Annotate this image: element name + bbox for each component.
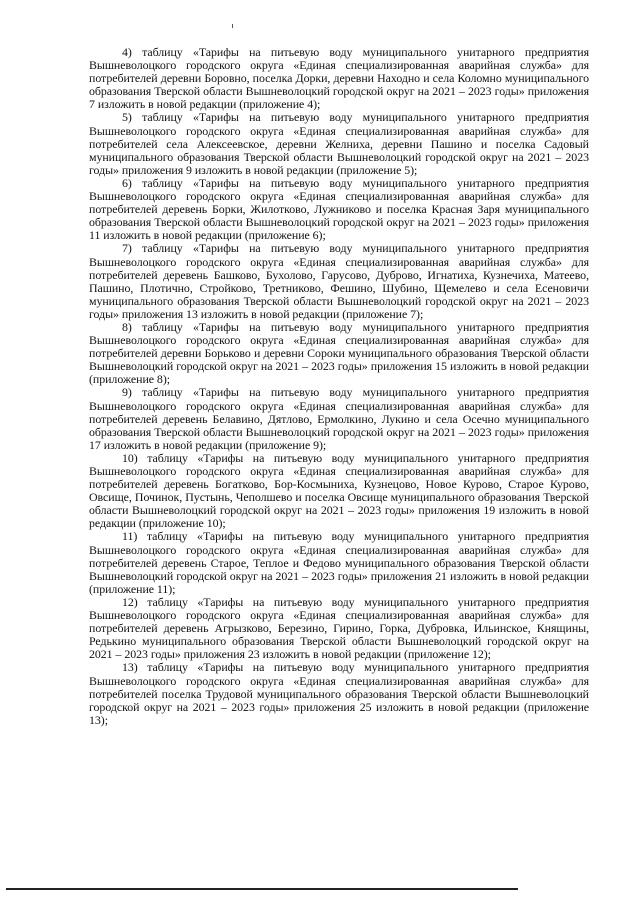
bottom-divider: [6, 888, 518, 890]
paragraph-item-11: 11) таблицу «Тарифы на питьевую воду муниципального унитарного предприятия Вышневолоцкого городского округа «Единая специализированная аварийная служба» для потребителей деревень Старое, Теплое и Федово муниципального образования Тверской области Вышневолоцкий городской округ на 2021 – 2023 годы» приложения 21 изложить в новой редакции (приложение 11);: [89, 529, 589, 596]
document-body: [89, 46, 589, 727]
paragraph-item-9: 9) таблицу «Тарифы на питьевую воду муниципального унитарного предприятия Вышневолоцкого городского округа «Единая специализированная аварийная служба» для потребителей деревень Белавино, Дятлово, Ермолкино, Лукино и села Осечно муниципального образования Тверской области Вышневолоцкий городской округ на 2021 – 2023 годы» приложения 17 изложить в новой редакции (приложение 9);: [89, 385, 589, 452]
paragraph-item-6: 6) таблицу «Тарифы на питьевую воду муниципального унитарного предприятия Вышневолоцкого городского округа «Единая специализированная аварийная служба» для потребителей деревень Борки, Жилотково, Лужниково и поселка Красная Заря муниципального образования Тверской области Вышневолоцкий городской округ на 2021 – 2023 годы» приложения 11 изложить в новой редакции (приложение 6);: [89, 175, 589, 243]
scan-mark: [232, 24, 233, 28]
paragraph-item-8: 8) таблицу «Тарифы на питьевую воду муниципального унитарного предприятия Вышневолоцкого городского округа «Единая специализированная аварийная служба» для потребителей деревни Борьково и деревни Сороки муниципального образования Тверской области Вышневолоцкий городской округ на 2021 – 2023 годы» приложения 15 изложить в новой редакции (приложение 8);: [89, 319, 589, 387]
paragraph-item-12: 12) таблицу «Тарифы на питьевую воду муниципального унитарного предприятия Вышневолоцкого городского округа «Единая специализированная аварийная служба» для потребителей деревень Агрызково, Березино, Гирино, Горка, Дубровка, Ильинское, Княщины, Редькино муниципального образования Тверской области Вышневолоцкий городской округ на 2021 – 2023 годы» приложения 23 изложить в новой редакции (приложение 12);: [89, 594, 589, 662]
paragraph-item-7: 7) таблицу «Тарифы на питьевую воду муниципального унитарного предприятия Вышневолоцкого городского округа «Единая специализированная аварийная служба» для потребителей деревень Башково, Бухолово, Гарусово, Дуброво, Игнатиха, Кузнечиха, Матеево, Пашино, Плотично, Стройково, Третниково, Фешино, Шубино, Щемелево и села Есеновичи муниципального образования Тверской области Вышневолоцкий городской округ на 2021 – 2023 годы» приложения 13 изложить в новой редакции (приложение 7);: [89, 241, 589, 321]
paragraph-item-10: 10) таблицу «Тарифы на питьевую воду муниципального унитарного предприятия Вышневолоцкого городского округа «Единая специализированная аварийная служба» для потребителей деревень Богатково, Бор-Космыниха, Кузнецово, Новое Курово, Старое Курово, Овсище, Починок, Пустынь, Чеполшево и поселка Овсище муниципального образования Тверской области Вышневолоцкий городской округ на 2021 – 2023 годы» приложения 19 изложить в новой редакции (приложение 10);: [89, 450, 589, 531]
paragraph-item-13: 13) таблицу «Тарифы на питьевую воду муниципального унитарного предприятия Вышневолоцкого городского округа «Единая специализированная аварийная служба» для потребителей поселка Трудовой муниципального образования Тверской области Вышневолоцкий городской округ на 2021 – 2023 годы» приложения 25 изложить в новой редакции (приложение 13);: [89, 660, 589, 727]
paragraph-item-5: 5) таблицу «Тарифы на питьевую воду муниципального унитарного предприятия Вышневолоцкого городского округа «Единая специализированная аварийная служба» для потребителей села Алексеевское, деревни Желниха, деревни Пашино и поселка Садовый муниципального образования Тверской области Вышневолоцкий городской округ на 2021 – 2023 годы» приложения 9 изложить в новой редакции (приложение 5);: [89, 110, 589, 177]
paragraph-item-4: 4) таблицу «Тарифы на питьевую воду муниципального унитарного предприятия Вышневолоцкого городского округа «Единая специализированная аварийная служба» для потребителей деревни Боровно, поселка Дорки, деревни Находно и села Коломно муниципального образования Тверской области Вышневолоцкий городской округ на 2021 – 2023 годы» приложения 7 изложить в новой редакции (приложение 4);: [89, 45, 589, 112]
